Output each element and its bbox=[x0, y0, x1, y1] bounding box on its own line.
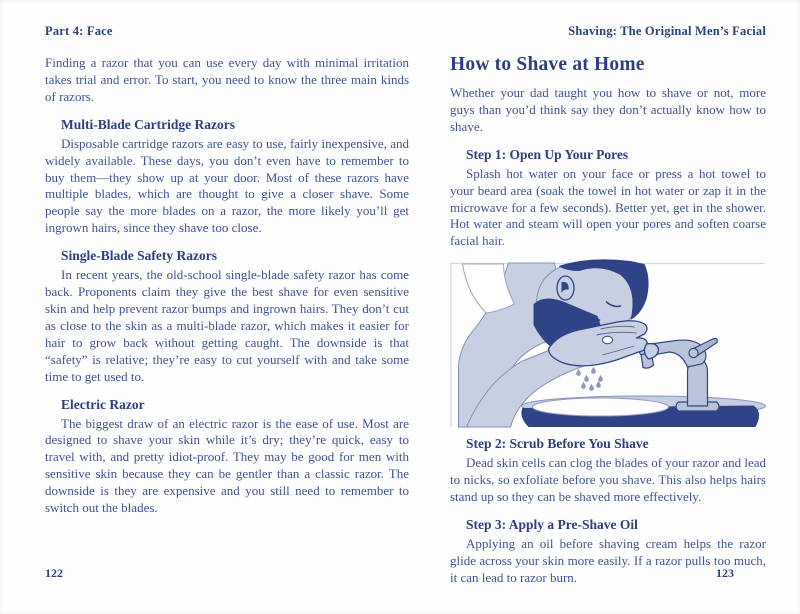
left-intro-paragraph: Finding a razor that you can use every day with minimal irritation takes trial and error. To start, you need to know the three main kinds of razors. bbox=[45, 55, 409, 104]
step-heading-2: Step 2: Scrub Before You Shave bbox=[466, 436, 649, 452]
step-body-3: Applying an oil before shaving cream helps the razor glide across your skin more easily. If a razor pulls too much, it can lead to razor burn. bbox=[450, 535, 766, 585]
step-heading-1: Step 1: Open Up Your Pores bbox=[466, 146, 629, 162]
right-intro-paragraph: Whether your dad taught you how to shave or not, more guys than you’d think say they don’t actually know how to shave. bbox=[450, 85, 766, 134]
water-drops bbox=[576, 367, 603, 391]
right-page bbox=[450, 24, 766, 587]
running-head-right: Shaving: The Original Men’s Facial bbox=[568, 24, 766, 38]
running-head-left: Part 4: Face bbox=[45, 24, 113, 38]
section-body-single-blade: In recent years, the old-school single-blade safety razor has come back. Proponents claim they give the best shave for even sensitive skin and help prevent razor bumps and ingrown hairs. They don’t cut as close to the skin as a multi-blade razor, which makes it easier for hair to grow back without getting caught. The downside is that “safety” is relative; they’re easy to cut yourself with and take some time to get used to. bbox=[45, 267, 409, 384]
left-page bbox=[45, 24, 409, 517]
page-number-left: 122 bbox=[45, 566, 63, 580]
page-title: How to Shave at Home bbox=[450, 54, 645, 75]
section-body-electric: The biggest draw of an electric razor is the ease of use. Most are designed to shave your skin while it’s dry; they’re quick, easy to travel with, and pretty idiot-proof. They may be good for men with sensitive skin because they can be gentler than a classic razor. The downside is they are expensive and you still need to remember to switch out the blades. bbox=[45, 415, 409, 516]
face-washing-illustration bbox=[450, 257, 766, 430]
step-heading-3: Step 3: Apply a Pre-Shave Oil bbox=[466, 516, 638, 532]
page-number-right: 123 bbox=[716, 566, 734, 580]
section-heading-electric: Electric Razor bbox=[61, 396, 145, 412]
sink bbox=[521, 396, 765, 427]
section-heading-single-blade: Single-Blade Safety Razors bbox=[61, 248, 217, 264]
section-heading-multi-blade: Multi-Blade Cartridge Razors bbox=[61, 116, 235, 132]
step-body-2: Dead skin cells can clog the blades of your razor and lead to nicks, so exfoliate before you shave. This also helps hairs stand up so they can be shaved more effectively. bbox=[450, 455, 766, 505]
step-body-1: Splash hot water on your face or press a hot towel to your beard area (soak the towel in hot water or zap it in the microwave for a few seconds). Better yet, get in the shower. Hot water and steam will open your pores and soften coarse facial hair. bbox=[450, 165, 766, 249]
section-body-multi-blade: Disposable cartridge razors are easy to use, fairly inexpensive, and widely available. These days, you don’t even have to remember to buy them—they show up at your door. Most of these razors have multiple blades, which are thought to give a closer shave. Some people say the more blades on a razor, the more likely you’ll get ingrown hairs, since they shave too close. bbox=[45, 135, 409, 236]
